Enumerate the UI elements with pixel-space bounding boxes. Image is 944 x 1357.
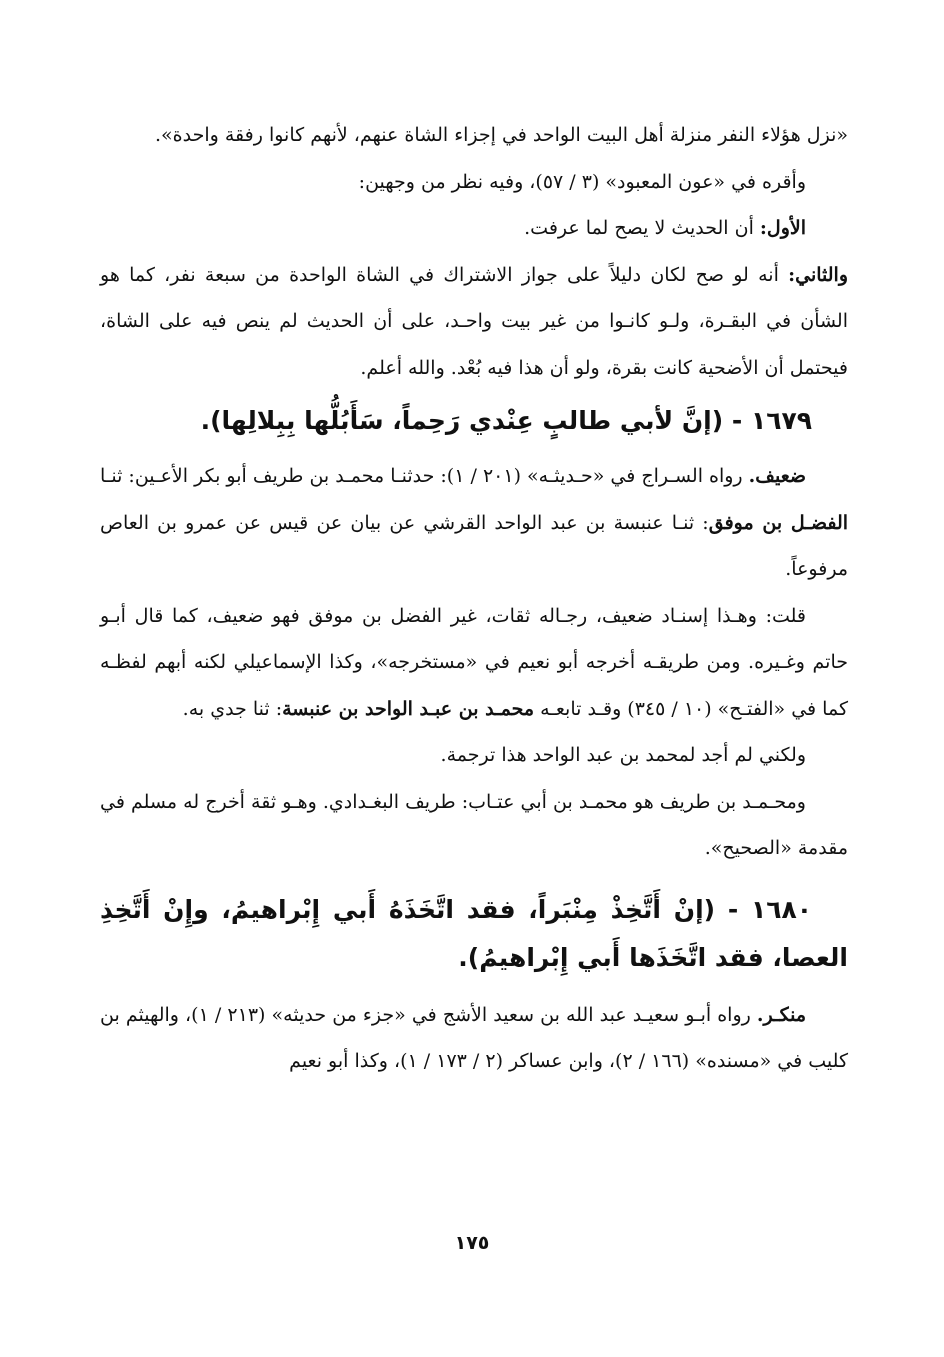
hadith-heading-1679: ١٦٧٩ - (إنَّ لأبي طالبٍ عِنْدي رَحِماً، سَأَبُلُّها بِبِلالِها). [200,406,812,435]
grading-text-1680: رواه أبـو سعيـد عبد الله بن سعيد الأشج في «جزء من حديثه» (٢١٣ / ١)، والهيثم بن كليب في «مسنده» (١٦٦ / ٢)، وابن عساكر (٢ / ١٧٣ / ١)، وكذا أبو نعيم [100,1003,848,1072]
first-point-label: الأول: [759,217,806,239]
paragraph-grading-1680 [100,992,848,1085]
paragraph-awn: وأقره في «عون المعبود» (٣ / ٥٧)، وفيه نظر من وجهين: [358,170,806,193]
paragraph-no-biography: ولكني لم أجد لمحمد بن عبد الواحد هذا ترجمة. [440,744,806,766]
paragraph-second-point [100,252,848,392]
grading-label-1679: ضعيف. [748,465,806,487]
narrator-name-fadl: الفضـل بن موفق [708,511,849,534]
page-number: ١٧٥ [454,1232,490,1254]
grading-text-1679-a: رواه السـراج في «حـديثـه» (٢٠١ / ١): حدثنـا محمـد بن طريف أبو بكر الأعـين: ثنـا [100,465,749,487]
hadith-heading-1680: ١٦٨٠ - (إنْ أَتَّخِذْ مِنْبَراً، فقد اتَّخَذَهُ أَبي إِبْراهيمُ، وإِنْ أَتَّخِذِ العصا، فقد اتَّخَذَها أَبي إِبْراهيمُ). [100,894,848,972]
second-point-label: والثاني: [788,263,848,286]
commentary-text-b: : ثنا جدي به. [182,697,283,720]
grading-text-1679-b: : ثنـا عنبسة بن عبد الواحد القرشي عن بيان عن قيس عن عمرو بن العاص مرفوعاً. [100,511,848,580]
first-point-text: أن الحديث لا يصح لما عرفت. [524,217,760,239]
paragraph-quote: «نزل هؤلاء النفر منزلة أهل البيت الواحد في إجزاء الشاة عنهم، لأنهم كانوا رفقة واحدة». [155,124,848,146]
narrator-name-muhammad: محمـد بن عبـد الواحد بن عنبسة [282,697,535,720]
paragraph-commentary-1679 [100,593,848,733]
paragraph-grading-1679 [100,453,848,593]
page-body [100,112,848,1085]
second-point-text: أنه لو صح لكان دليلاً على جواز الاشتراك في الشاة الواحدة من سبعة نفر، كما هو الشأن في البقـرة، ولـو كانـوا من غير بيت واحـد، على أن الحديث لم ينص فيه على الشاة، فيحتمل أن الأضحية كانت بقرة، ولو أن هذا فيه بُعْد. والله أعلم. [100,263,848,379]
paragraph-muhammad-tarif: ومحـمـد بن طريف هو محمـد بن أبي عتـاب: طريف البغـدادي. وهـو ثقة أخرج له مسلم في مقدمة «الصحيح». [100,790,848,859]
grading-label-1680: منكـر. [756,1003,806,1026]
commentary-text-a: قلت: وهـذا إسنـاد ضعيف، رجـاله ثقات، غير الفضل بن موفق فهو ضعيف، كما قال أبـو حاتم وغـيره. ومن طريقـه أخرجه أبو نعيم في «مستخرجه»، وكذا الإسماعيلي لكنه أبهم لفظـه كما في «الفتـح» (١٠ / ٣٤٥) وقـد تابعـه [100,604,848,720]
paragraph-first-point [100,205,848,252]
